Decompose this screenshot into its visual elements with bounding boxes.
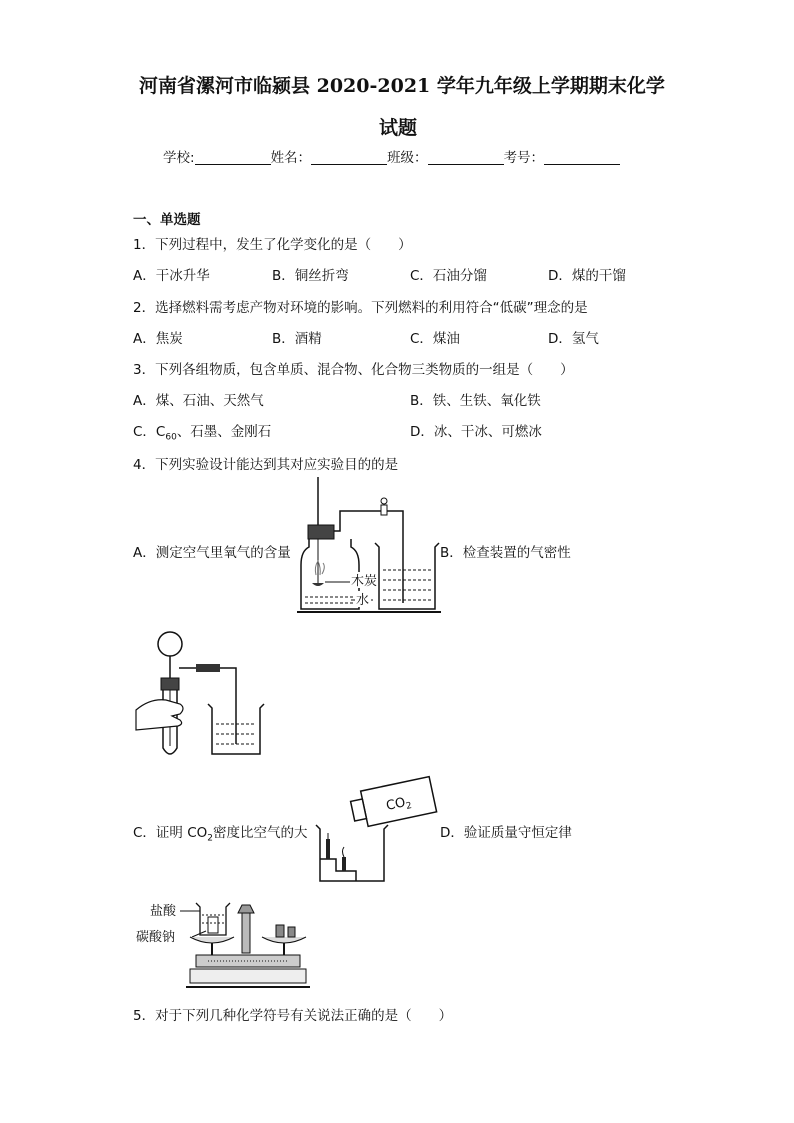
- q2-option-b: B．酒精: [272, 331, 322, 347]
- student-info-line: [163, 146, 620, 166]
- label-water: 水: [356, 593, 370, 608]
- q2-option-a: A．焦炭: [133, 331, 183, 347]
- q3-option-b: B．铁、生铁、氧化铁: [410, 393, 541, 409]
- q1-option-d: D．煤的干馏: [548, 268, 626, 284]
- label-charcoal: 木炭: [351, 574, 378, 589]
- q4-c-subscript: 2: [207, 833, 214, 844]
- q4-option-b: B．检查装置的气密性: [440, 545, 571, 561]
- class-blank: [428, 150, 504, 165]
- q3-option-a: A．煤、石油、天然气: [133, 393, 264, 409]
- co2-bottle-label: $CO_2$: [384, 795, 413, 814]
- q3-c-text: C．C: [133, 424, 166, 440]
- q3-option-c: [133, 420, 271, 443]
- q4-option-a: A．测定空气里氧气的含量: [133, 545, 291, 561]
- q4-option-c: [133, 821, 308, 844]
- q1-option-a: A．干冰升华: [133, 268, 210, 284]
- label-hydrochloric-acid: 盐酸: [150, 904, 177, 919]
- q1-option-c: C．石油分馏: [410, 268, 487, 284]
- page-title-line2: 试题: [379, 117, 418, 139]
- name-blank: [311, 150, 387, 165]
- q2-option-c: C．煤油: [410, 331, 460, 347]
- q3-c-subscript: 60: [165, 432, 177, 443]
- q2-option-d: D．氢气: [548, 331, 599, 347]
- q4-c-text: C．证明 CO: [133, 825, 208, 841]
- question-1-stem: 1．下列过程中，发生了化学变化的是（ ）: [133, 237, 412, 253]
- label-sodium-carbonate: 碳酸钠: [136, 930, 176, 945]
- name-label: 姓名：: [270, 150, 312, 166]
- q3-option-d: D．冰、干冰、可燃冰: [410, 424, 542, 440]
- school-label: 学校:: [163, 150, 195, 166]
- q4-option-d: D．验证质量守恒定律: [440, 825, 572, 841]
- number-blank: [544, 150, 620, 165]
- page-title: 河南省漯河市临颍县 2020-2021 学年九年级上学期期末化学: [139, 75, 665, 97]
- question-4-stem: 4．下列实验设计能达到其对应实验目的的是: [133, 457, 399, 473]
- class-label: 班级：: [387, 150, 428, 166]
- figure-co2-density: [312, 775, 442, 885]
- q3-c-text-post: 、石墨、金刚石: [176, 424, 272, 440]
- question-2-stem: 2．选择燃料需考虑产物对环境的影响。下列燃料的利用符合“低碳”理念的是: [133, 300, 588, 316]
- section-heading: 一、单选题: [133, 212, 201, 228]
- q4-c-text-post: 密度比空气的大: [213, 825, 308, 841]
- question-3-stem: 3．下列各组物质，包含单质、混合物、化合物三类物质的一组是（ ）: [133, 362, 574, 378]
- question-5-stem: 5．对于下列几种化学符号有关说法正确的是（ ）: [133, 1008, 453, 1024]
- figure-airtightness-check: [136, 628, 276, 760]
- number-label: 考号：: [503, 150, 545, 166]
- school-blank: [195, 150, 271, 165]
- figure-oxygen-measurement: [295, 475, 445, 615]
- q1-option-b: B．铜丝折弯: [272, 268, 349, 284]
- figure-mass-conservation: [134, 895, 304, 995]
